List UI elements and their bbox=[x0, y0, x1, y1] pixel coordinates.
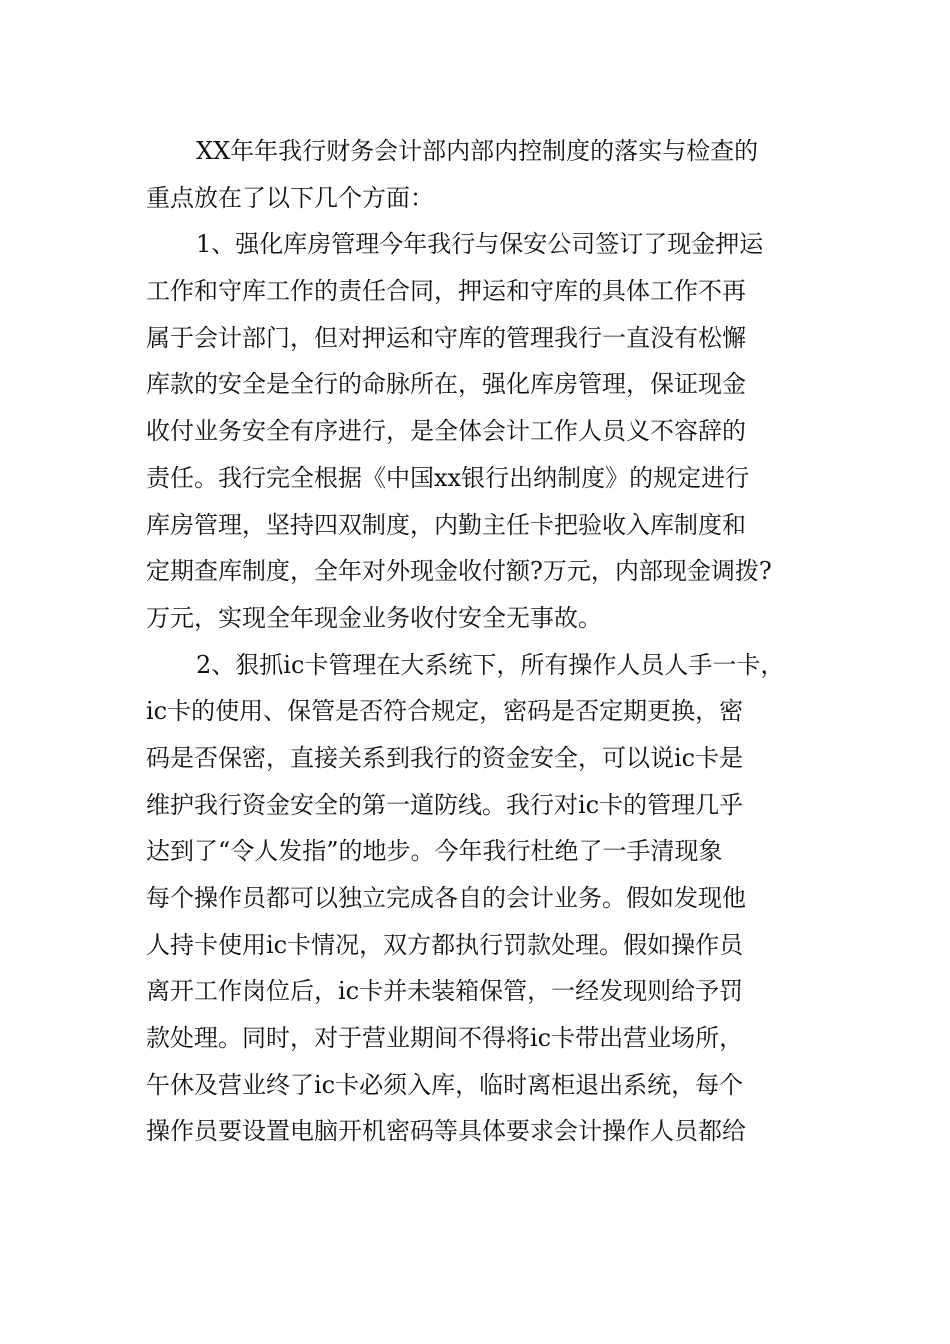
paragraph-line: 重点放在了以下几个方面： bbox=[146, 183, 434, 212]
paragraph-line: 定期查库制度，全年对外现金收付额?万元，内部现金调拨? bbox=[146, 557, 772, 586]
paragraph-line: 2、狠抓ic卡管理在大系统下，所有操作人员人手一卡， bbox=[196, 650, 785, 679]
paragraph-line: 万元，实现全年现金业务收付安全无事故。 bbox=[146, 603, 602, 632]
paragraph-line: XX年年我行财务会计部内部内控制度的落实与检查的 bbox=[196, 137, 759, 165]
paragraph-line: 午休及营业终了ic卡必须入库，临时离柜退出系统，每个 bbox=[146, 1070, 744, 1099]
paragraph-line: 库房管理，坚持四双制度，内勤主任卡把验收入库制度和 bbox=[146, 510, 746, 539]
paragraph-line: 操作员要设置电脑开机密码等具体要求会计操作人员都给 bbox=[146, 1117, 746, 1146]
paragraph-line: 库款的安全是全行的命脉所在，强化库房管理，保证现金 bbox=[146, 370, 746, 399]
paragraph-line: 码是否保密，直接关系到我行的资金安全，可以说ic卡是 bbox=[146, 743, 744, 772]
paragraph-line: 达到了“令人发指”的地步。今年我行杜绝了一手清现象 bbox=[146, 837, 723, 866]
paragraph-line: 收付业务安全有序进行，是全体会计工作人员义不容辞的 bbox=[146, 417, 746, 446]
paragraph-line: 属于会计部门，但对押运和守库的管理我行一直没有松懈 bbox=[146, 323, 746, 352]
paragraph-line: 款处理。同时，对于营业期间不得将ic卡带出营业场所， bbox=[146, 1024, 744, 1053]
document-body bbox=[146, 128, 818, 1155]
paragraph-line: 工作和守库工作的责任合同，押运和守库的具体工作不再 bbox=[146, 277, 746, 306]
paragraph-line: 责任。我行完全根据《中国xx银行出纳制度》的规定进行 bbox=[146, 463, 750, 492]
paragraph-line: 维护我行资金安全的第一道防线。我行对ic卡的管理几乎 bbox=[146, 790, 744, 819]
paragraph-line: ic卡的使用、保管是否符合规定，密码是否定期更换，密 bbox=[146, 697, 744, 726]
paragraph-line: 离开工作岗位后，ic卡并未装箱保管，一经发现则给予罚 bbox=[146, 977, 744, 1006]
paragraph-line: 每个操作员都可以独立完成各自的会计业务。假如发现他 bbox=[146, 884, 746, 912]
paragraph-line: 人持卡使用ic卡情况，双方都执行罚款处理。假如操作员 bbox=[146, 930, 744, 959]
paragraph-line: 1、强化库房管理今年我行与保安公司签订了现金押运 bbox=[196, 230, 764, 259]
